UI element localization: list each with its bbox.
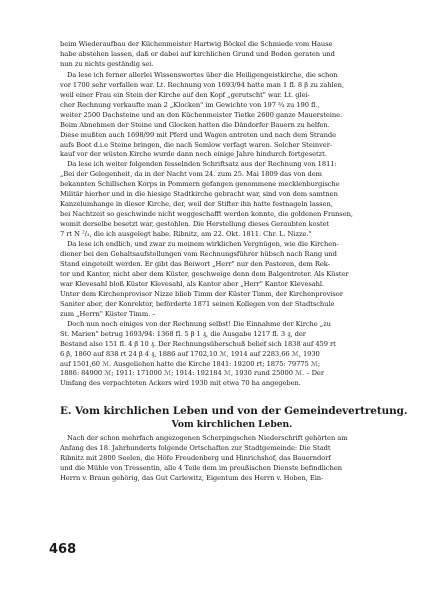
text-line: 6 β, 1860 auf 838 rt 24 β 4 ₰, 1886 auf 1702,10 ℳ, 1914 auf 2283,66 ℳ, 1930 — [60, 349, 320, 358]
page-body — [60, 40, 408, 484]
text-line: Militär hierher und in die hiesige Stadtkirche gebracht war, sind von dem samtnen — [60, 190, 338, 199]
text-line: Da lese ich ferner allerlei Wissenswertes über die Heiligengeistkirche, die schon — [67, 70, 338, 79]
paragraph-2 — [60, 71, 404, 161]
text-line: weil einer Frau ein Stein der Kirche auf den Kopf „gerutscht" war. Lt. glei- — [60, 90, 310, 99]
text-line: war Klevesahl bloß Küster Klevesahl, als Kantor aber „Herr" Kantor Klevesahl. — [60, 279, 325, 288]
text-line: aufs Boot d.i.e Steine bringen, die nach Semlow verfagt waren. Solcher Steinver- — [60, 140, 333, 149]
text-line: Saniter aber, der Konrektor, beförderte 1871 seinen Kollegen von der Stadtschule — [60, 299, 335, 308]
text-line: Umfang des verpachteten Ackers wird 1930 mit etwa 70 ha angegeben. — [60, 379, 301, 388]
text-line: St. Marien" betrug 1693/94: 1368 fl. 5 β 1 ₰, die Ausgabe 1217 fl. 3 ₰, der — [60, 329, 306, 338]
text-line: vor 1700 sehr verfallen war. Lt. Rechnung von 1693/94 hatte man 1 fl. 8 β zu zahlen, — [60, 80, 344, 89]
text-line: Ribnitz mit 2800 Seelen, die Höfe Freudenberg und Hinrichshof, das Bauerndorf — [60, 454, 331, 463]
text-line: bei Nachtzeit so geschwinde nicht weggeschafft werden konnte, die goldenen Fransen, — [60, 210, 353, 219]
text-line: Kanzelumhange in dieser Kirche, der, weil der Stifter ihn hatte festnageln lassen, — [60, 200, 333, 209]
text-line: Da lese ich weiter folgenden fesselnden Schriftsatz aus der Rechnung von 1811: — [67, 160, 337, 169]
text-line: Stand eingeteilt werden. Er gibt das Beiwort „Herr" nur den Pastoren, dem Rek- — [60, 259, 330, 268]
text-line: „Bei der Gelegenheit, da in der Nacht vom 24. zum 25. Mai 1809 das von dem — [60, 170, 322, 179]
text-line: auf 1501,60 ℳ. Ausgeliehen hatte die Kirche 1841: 19200 rt; 1875: 79775 ℳ; — [60, 359, 321, 368]
section-heading: E. Vom kirchlichen Leben und von der Gemeindevertretung. — [60, 405, 408, 418]
text-line: zum „Herrn" Küster Timm. – — [60, 309, 156, 318]
text-line: Nach der schon mehrfach angezogenen Scherpingschen Niederschrift gehörten am — [67, 434, 348, 443]
text-line: weiter 2500 Dachsteine und an den Küchenmeister Tietke 2600 ganze Mauersteine. — [60, 110, 343, 119]
subheading: Vom kirchlichen Leben. — [171, 419, 293, 431]
text-line: Herrn v. Braun gehörig, das Gut Carlewitz, Eigentum des Herrn v. Hoben, Ein- — [60, 474, 324, 483]
paragraph-5 — [60, 320, 404, 390]
paragraph-4 — [60, 240, 404, 320]
text-line: Anfang des 18. Jahrhunderts folgende Ortschaften zur Stadtgemeinde: Die Stadt — [60, 444, 331, 453]
text-line: und die Mühle von Tressentin, alle 4 Teile dem im preußischen Dienste befindlichen — [60, 464, 342, 473]
paragraph-3 — [60, 160, 404, 240]
paragraph-1 — [60, 40, 404, 70]
text-line: 7 rt N ²/₃, die ich ausgelegt habe. Ribnitz, am 22. Okt. 1811. Chr. L. Nizze." — [60, 230, 312, 239]
text-line: beim Wiederaufbau der Küchenmeister Hartwig Böckel die Schmiede vom Hause — [60, 40, 333, 48]
text-line: Beim Abnehmen der Steine und Glocken hatten die Dändorfer Bauern zu helfen. — [60, 120, 330, 129]
text-line: nun zu nichts geständig sei. — [60, 59, 154, 68]
text-line: womit derselbe besetzt war, gestohlen. Die Herstellung dieses Geraubten kostet — [60, 220, 330, 229]
text-line: Doch nun noch einiges von der Rechnung selbst! Die Einnahme der Kirche „zu — [67, 319, 331, 328]
paragraph-6 — [60, 434, 404, 484]
text-line: bekannten Schillschen Korps in Pommern gefangen genommene mecklenburgische — [60, 180, 340, 189]
text-line: habe abstehen lassen, daß er dabei auf kirchlichen Grund und Boden geraten und — [60, 49, 335, 58]
text-line: diener bei den Gehaltsaufstellungen vom Rechnungsführer hübsch nach Rang und — [60, 250, 337, 259]
text-line: Bestand also 151 fl. 4 β 10 ₰. Der Rechnungsüberschuß belief sich 1838 auf 459 rt — [60, 339, 336, 348]
text-line: 1886: 84900 ℳ; 1911: 171000 ℳ; 1914: 192184 ℳ, 1930 rund 25000 ℳ. – Der — [60, 369, 324, 378]
text-line: tor und Kantor, nicht aber dem Küster, geschweige denn dem Balgentreter. Als Küster — [60, 269, 349, 278]
text-line: kauf vor der wüsten Kirche wurde dann noch einige Jahre hindurch fortgesetzt. — [60, 150, 327, 159]
text-line: cher Rechnung verkaufte man 2 „Klocken" im Gewichte von 197 ¾ zu 190 fl., — [60, 100, 320, 109]
text-line: Diese mußten auch 1698/99 mit Pferd und Wagen antreten und nach dem Strande — [60, 130, 337, 139]
text-line: Da lese ich endlich, und zwar zu meinem wirklichen Vergnügen, wie die Kirchen- — [67, 240, 339, 249]
page-number: 468 — [49, 542, 77, 557]
text-line: Unter dem Kirchenprovisor Nizze blieb Timm der Küster Timm, der Kirchenprovisor — [60, 289, 343, 298]
